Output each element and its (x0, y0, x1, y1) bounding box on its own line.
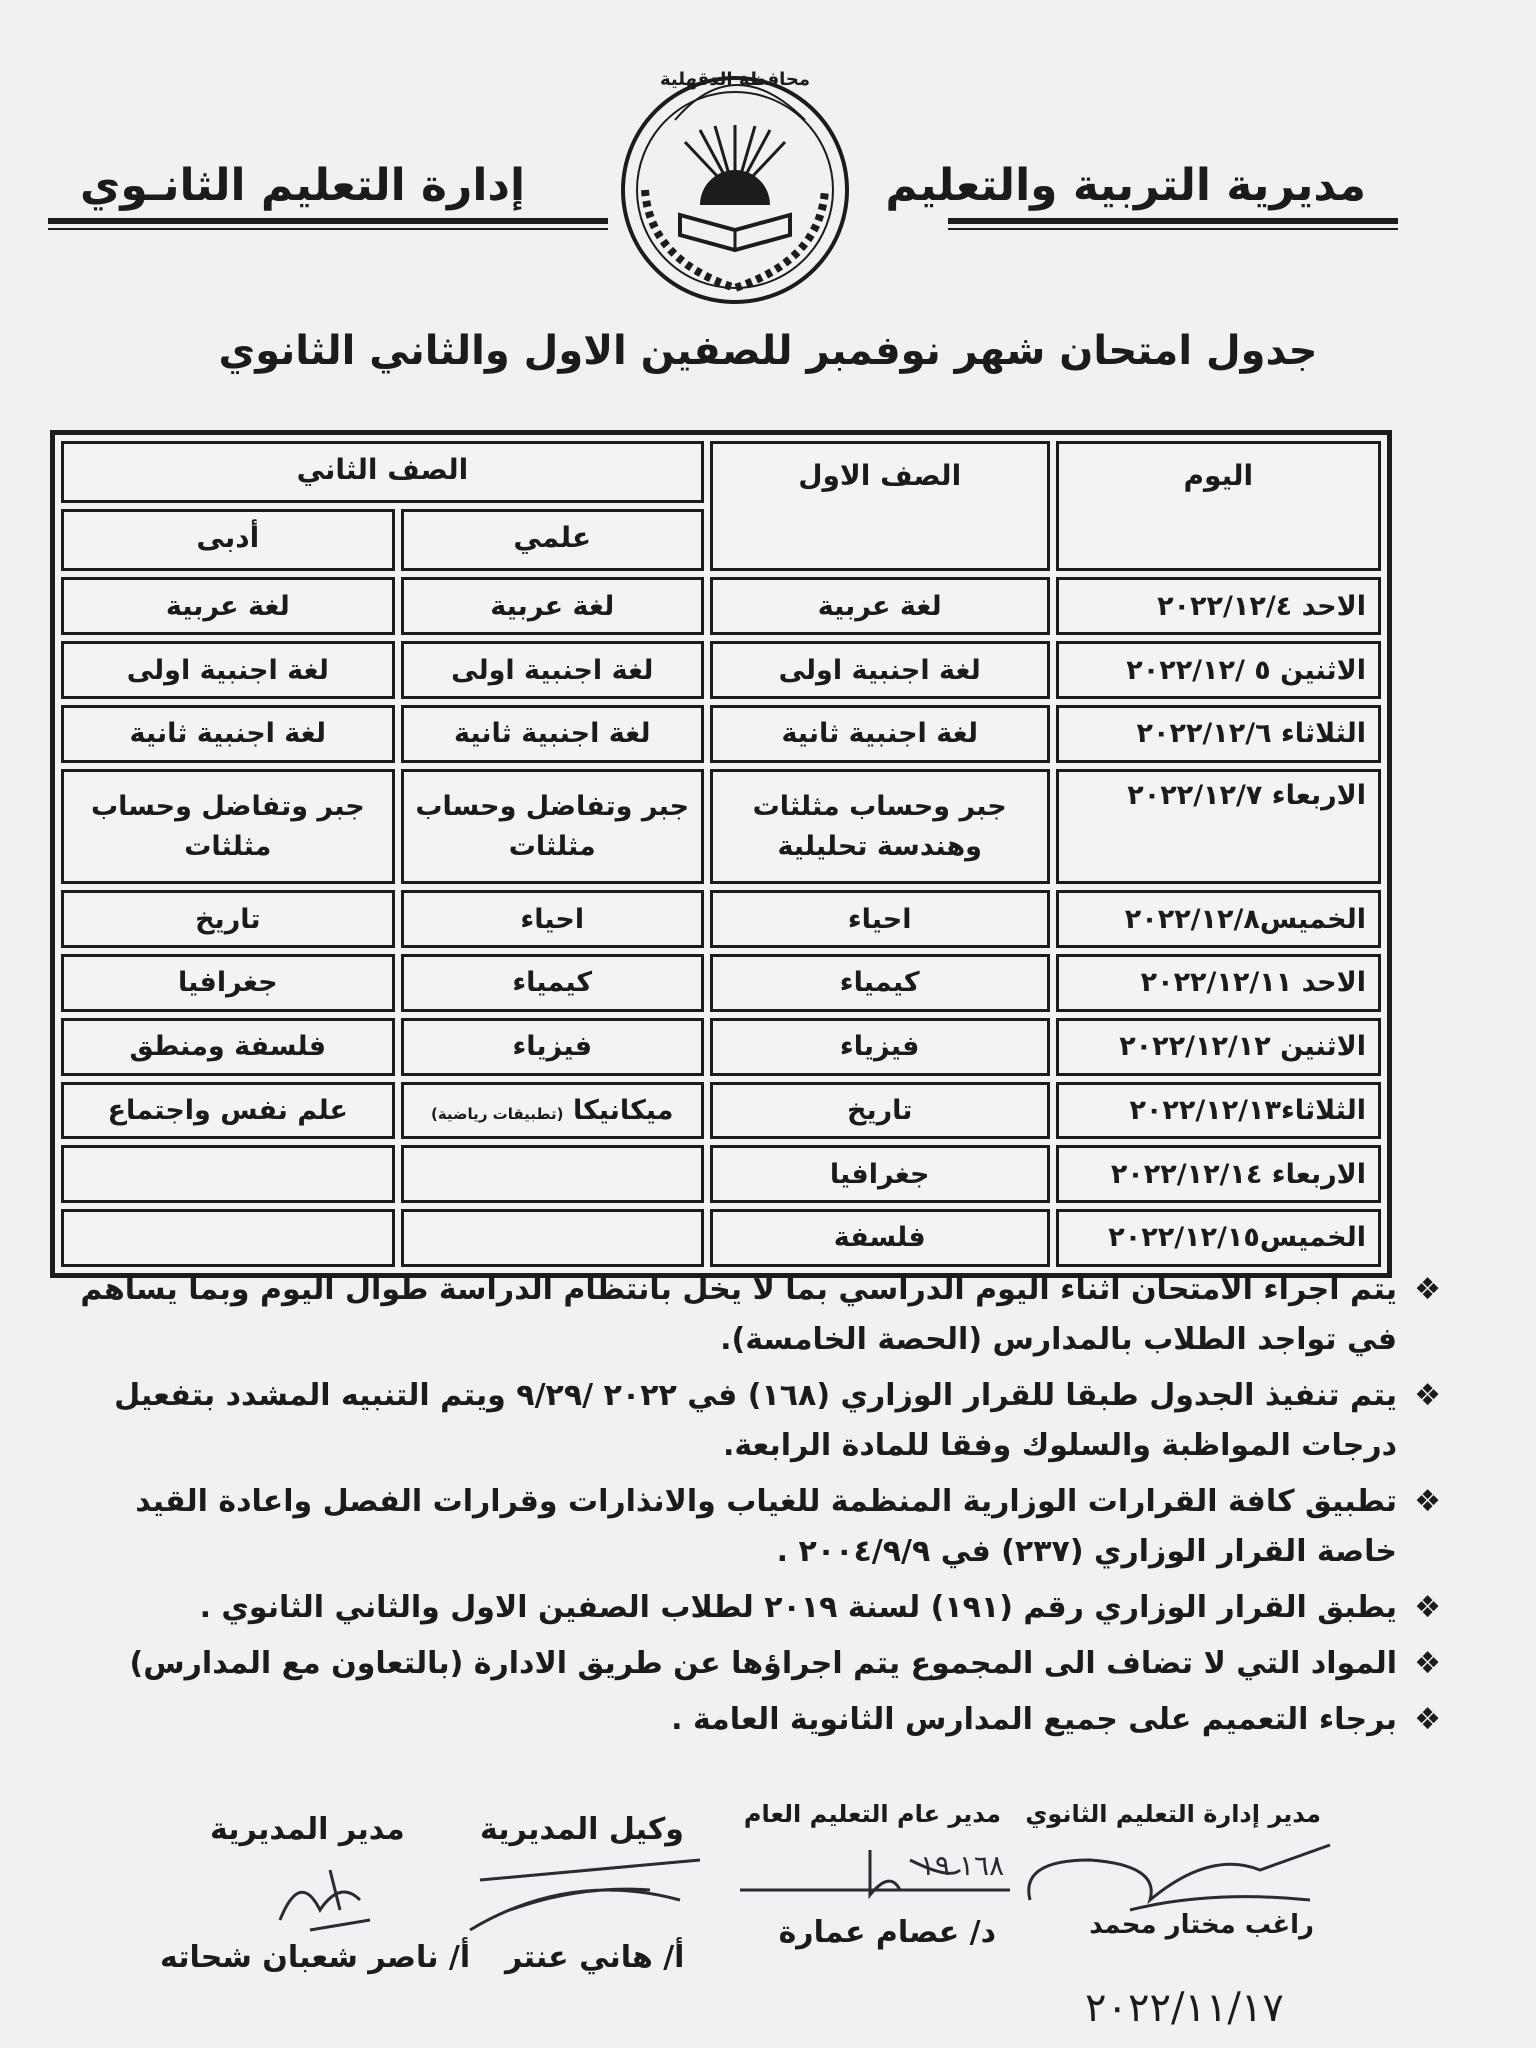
notes-list (61, 1265, 1441, 1751)
signature-name: أ/ ناصر شعبان شحاته (160, 1940, 471, 1975)
science-cell (401, 1209, 704, 1267)
grade1-cell: لغة عربية (710, 577, 1050, 635)
day-cell: الاثنين ٥ /٢٠٢٢/١٢ (1056, 641, 1381, 699)
table-row (61, 769, 1381, 885)
list-item (61, 1695, 1441, 1745)
note-text: يطبق القرار الوزاري رقم (١٩١) لسنة ٢٠١٩ لطلاب الصفين الاول والثاني الثانوي . (199, 1590, 1397, 1625)
science-cell: لغة اجنبية اولى (401, 641, 704, 699)
signature-name: أ/ هاني عنتر (505, 1940, 685, 1975)
science-cell: لغة عربية (401, 577, 704, 635)
literary-cell (61, 1145, 395, 1203)
seal-text: محافظة الدقهلية (660, 69, 810, 90)
literary-cell: فلسفة ومنطق (61, 1018, 395, 1076)
grade1-cell: تاريخ (710, 1082, 1050, 1140)
list-item (61, 1583, 1441, 1633)
signature-name: د/ عصام عمارة (778, 1915, 996, 1950)
bullet-icon: ❖ (1414, 1484, 1441, 1519)
literary-cell: جبر وتفاضل وحساب مثلثات (61, 769, 395, 885)
note-text: يتم اجراء الامتحان اثناء اليوم الدراسي بما لا يخل بانتظام الدراسة طوال اليوم وبما يساهم في تواجد الطلاب بالمدارس (الحصة الخامسة). (80, 1272, 1397, 1357)
day-cell: الاثنين ٢٠٢٢/١٢/١٢ (1056, 1018, 1381, 1076)
heading-rule-right-thin (948, 228, 1398, 230)
science-cell (401, 1082, 704, 1140)
day-cell: الخميس٢٠٢٢/١٢/١٥ (1056, 1209, 1381, 1267)
grade1-cell: لغة اجنبية ثانية (710, 705, 1050, 763)
list-item (61, 1265, 1441, 1365)
science-cell: فيزياء (401, 1018, 704, 1076)
bullet-icon: ❖ (1414, 1378, 1441, 1413)
list-item (61, 1371, 1441, 1471)
heading-rule-left (48, 218, 608, 224)
table-row (61, 1209, 1381, 1267)
page-title: جدول امتحان شهر نوفمبر للصفين الاول والثاني الثانوي (218, 328, 1318, 374)
grade1-cell: كيمياء (710, 954, 1050, 1012)
directorate-heading: مديرية التربية والتعليم (885, 160, 1366, 211)
day-cell: الخميس٢٠٢٢/١٢/٨ (1056, 890, 1381, 948)
handwritten-numbers: ١٦٨ ١٩ (920, 1849, 1005, 1882)
grade1-cell: جبر وحساب مثلثات وهندسة تحليلية (710, 769, 1050, 885)
table-row (61, 890, 1381, 948)
literary-cell: جغرافيا (61, 954, 395, 1012)
table-row (61, 954, 1381, 1012)
literary-cell: لغة عربية (61, 577, 395, 635)
column-header-grade2: الصف الثاني (61, 441, 704, 503)
administration-heading: إدارة التعليم الثانـوي (80, 160, 526, 211)
grade1-cell: فيزياء (710, 1018, 1050, 1076)
signature-title: مدير المديرية (210, 1812, 405, 1847)
table-row (61, 705, 1381, 763)
literary-cell: لغة اجنبية اولى (61, 641, 395, 699)
day-cell: الثلاثاء ٢٠٢٢/١٢/٦ (1056, 705, 1381, 763)
column-header-grade1: الصف الاول (710, 441, 1050, 571)
exam-schedule-table (50, 430, 1392, 1278)
literary-cell: تاريخ (61, 890, 395, 948)
table-row (61, 1145, 1381, 1203)
bullet-icon: ❖ (1414, 1590, 1441, 1625)
bullet-icon: ❖ (1414, 1702, 1441, 1737)
table-row (61, 1082, 1381, 1140)
literary-cell (61, 1209, 395, 1267)
note-text: المواد التي لا تضاف الى المجموع يتم اجراؤها عن طريق الادارة (بالتعاون مع المدارس) (129, 1646, 1397, 1681)
table-row (61, 641, 1381, 699)
bullet-icon: ❖ (1414, 1646, 1441, 1681)
list-item (61, 1639, 1441, 1689)
column-header-day: اليوم (1056, 441, 1381, 571)
handwritten-date: ٢٠٢٢/١١/١٧ (1085, 1985, 1284, 2031)
grade1-cell: فلسفة (710, 1209, 1050, 1267)
science-subject: ميكانيكا (572, 1094, 674, 1126)
science-cell: احياء (401, 890, 704, 948)
note-text: تطبيق كافة القرارات الوزارية المنظمة للغياب والانذارات وقرارات الفصل واعادة القيد خاصة القرار الوزاري (٢٣٧) في ٢٠٠٤/٩/٩ . (135, 1484, 1397, 1569)
bullet-icon: ❖ (1414, 1272, 1441, 1307)
heading-rule-left-thin (48, 228, 608, 230)
science-subject-note: (تطبيقات رياضية) (430, 1104, 564, 1123)
literary-cell: لغة اجنبية ثانية (61, 705, 395, 763)
literary-cell: علم نفس واجتماع (61, 1082, 395, 1140)
note-text: يتم تنفيذ الجدول طبقا للقرار الوزاري (١٦٨) في ٢٠٢٢ /٩/٢٩ ويتم التنبيه المشدد بتفعيل درجات المواظبة والسلوك وفقا للمادة الرابعة. (114, 1378, 1397, 1463)
signature-scribble (450, 1840, 720, 1950)
column-header-science: علمي (401, 509, 704, 571)
grade1-cell: لغة اجنبية اولى (710, 641, 1050, 699)
table-row (61, 1018, 1381, 1076)
list-item (61, 1477, 1441, 1577)
day-cell: الاربعاء ٢٠٢٢/١٢/١٤ (1056, 1145, 1381, 1203)
signature-scribble (250, 1850, 400, 1940)
note-text: برجاء التعميم على جميع المدارس الثانوية العامة . (671, 1702, 1397, 1737)
ministry-seal-logo (605, 30, 865, 320)
science-cell: كيمياء (401, 954, 704, 1012)
signature-title: مدير إدارة التعليم الثانوي (1025, 1800, 1321, 1828)
grade1-cell: احياء (710, 890, 1050, 948)
grade1-cell: جغرافيا (710, 1145, 1050, 1203)
table-row (61, 577, 1381, 635)
day-cell: الاربعاء ٢٠٢٢/١٢/٧ (1056, 769, 1381, 885)
day-cell: الثلاثاء٢٠٢٢/١٢/١٣ (1056, 1082, 1381, 1140)
column-header-literary: أدبى (61, 509, 395, 571)
signature-title: وكيل المديرية (480, 1812, 684, 1847)
science-cell (401, 1145, 704, 1203)
heading-rule-right (948, 218, 1398, 224)
day-cell: الاحد ٢٠٢٢/١٢/٤ (1056, 577, 1381, 635)
day-cell: الاحد ٢٠٢٢/١٢/١١ (1056, 954, 1381, 1012)
signature-name: راغب مختار محمد (1089, 1910, 1314, 1940)
science-cell: جبر وتفاضل وحساب مثلثات (401, 769, 704, 885)
science-cell: لغة اجنبية ثانية (401, 705, 704, 763)
signature-title: مدير عام التعليم العام (743, 1800, 1001, 1828)
